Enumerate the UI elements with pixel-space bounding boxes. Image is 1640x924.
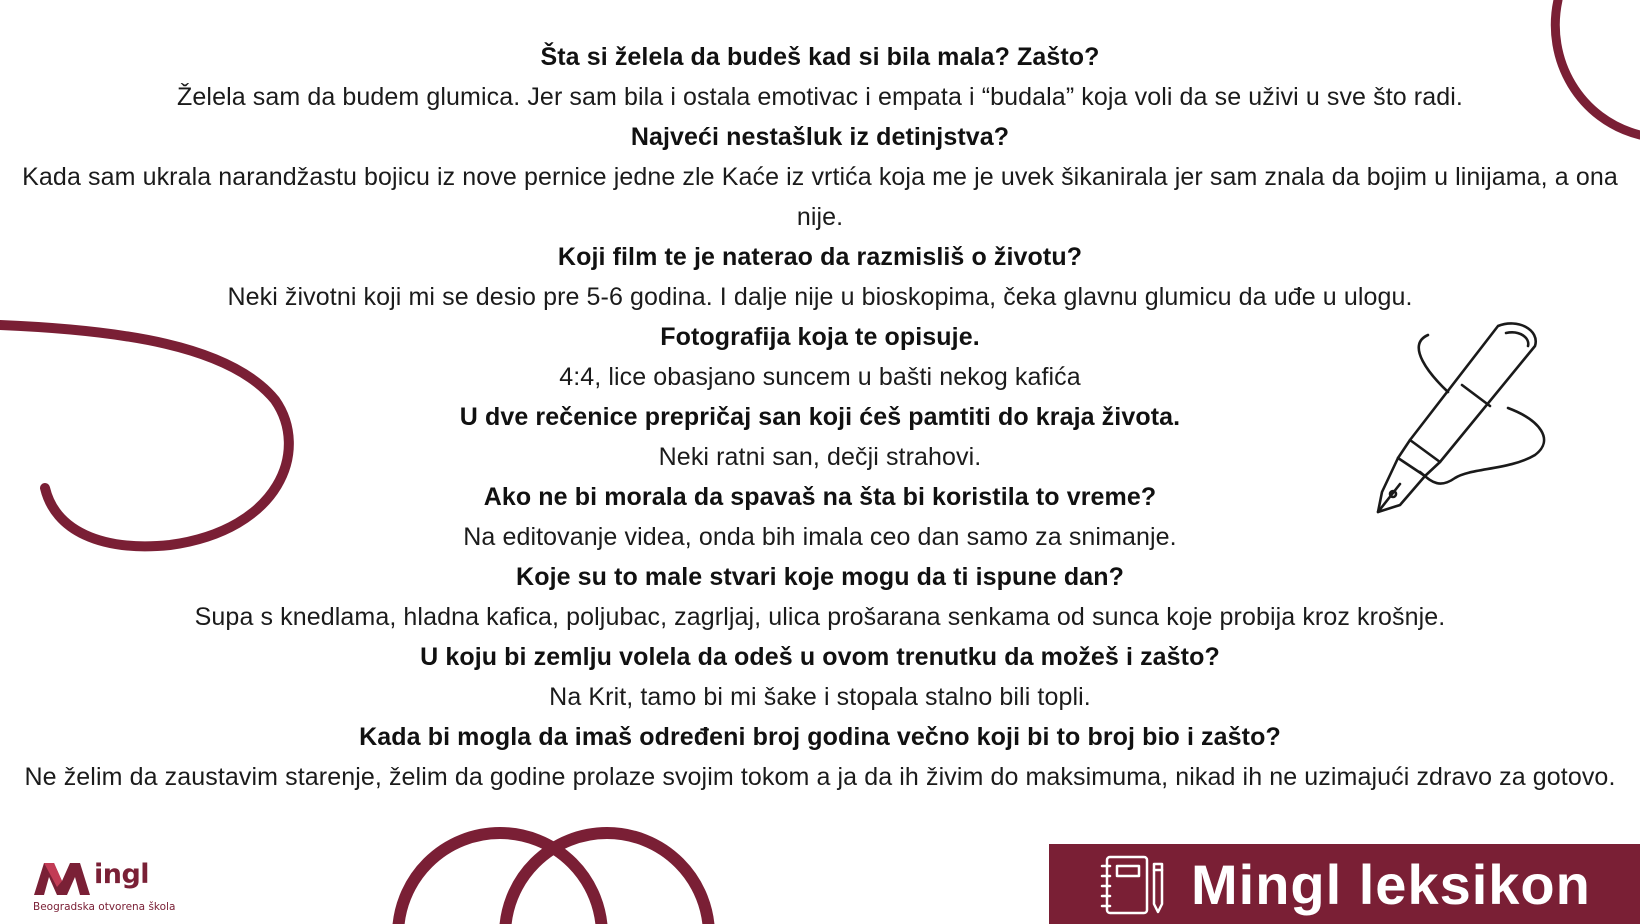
bottom-circle-left [398,833,602,924]
question-9: Kada bi mogla da imaš određeni broj godina večno koji bi to broj bio i zašto? [359,723,1281,751]
question-4: Fotografija koja te opisuje. [660,323,980,351]
mingl-logo [30,857,176,917]
question-2: Najveći nestašluk iz detinjstva? [630,123,1010,151]
answer-6: Na editovanje videa, onda bih imala ceo dan samo za snimanje. [463,523,1177,551]
banner-title: Mingl leksikon [1191,853,1591,916]
answer-7: Supa s knedlama, hladna kafica, poljubac, zagrljaj, ulica prošarana senkama od sunca koje probija kroz krošnje. [194,603,1446,631]
mingl-logo-mark [30,857,100,901]
answer-4: 4:4, lice obasjano suncem u bašti nekog kafića [559,363,1081,391]
qa-list [8,37,1632,797]
question-7: Koje su to male stvari koje mogu da ti ispune dan? [516,563,1124,591]
logo-brand: ingl [94,859,150,890]
question-6: Ako ne bi morala da spavaš na šta bi koristila to vreme? [483,483,1157,511]
mingl-leksikon-banner [1049,844,1640,924]
logo-tagline: Beogradska otvorena škola [33,901,176,913]
question-5: U dve rečenice prepričaj san koji ćeš pamtiti do kraja života. [459,403,1181,431]
question-1: Šta si želela da budeš kad si bila mala? Zašto? [540,43,1100,71]
answer-1: Želela sam da budem glumica. Jer sam bila i ostala emotivac i empata i “budala” koja voli da se uživi u sve što radi. [177,83,1463,111]
answer-9: Ne želim da zaustavim starenje, želim da godine prolaze svojim tokom a ja da ih živim do maksimuma, nikad ih ne uzimajući zdravo za gotovo. [24,763,1616,791]
answer-5: Neki ratni san, dečji strahovi. [658,443,982,471]
answer-3: Neki životni koji mi se desio pre 5-6 godina. I dalje nije u bioskopima, čeka glavnu glumicu da uđe u ulogu. [227,283,1413,311]
question-3: Koji film te je naterao da razmisliš o životu? [557,243,1083,271]
bottom-circle-right [505,833,709,924]
answer-2: Kada sam ukrala narandžastu bojicu iz nove pernice jedne zle Kaće iz vrtića koja me je uvek šikanirala jer sam znala da bojim u linijama, a ona nije. [22,163,1618,231]
answer-8: Na Krit, tamo bi mi šake i stopala stalno bili topli. [549,683,1091,711]
notebook-pen-icon [1099,854,1169,916]
question-8: U koju bi zemlju volela da odeš u ovom trenutku da možeš i zašto? [420,643,1220,671]
